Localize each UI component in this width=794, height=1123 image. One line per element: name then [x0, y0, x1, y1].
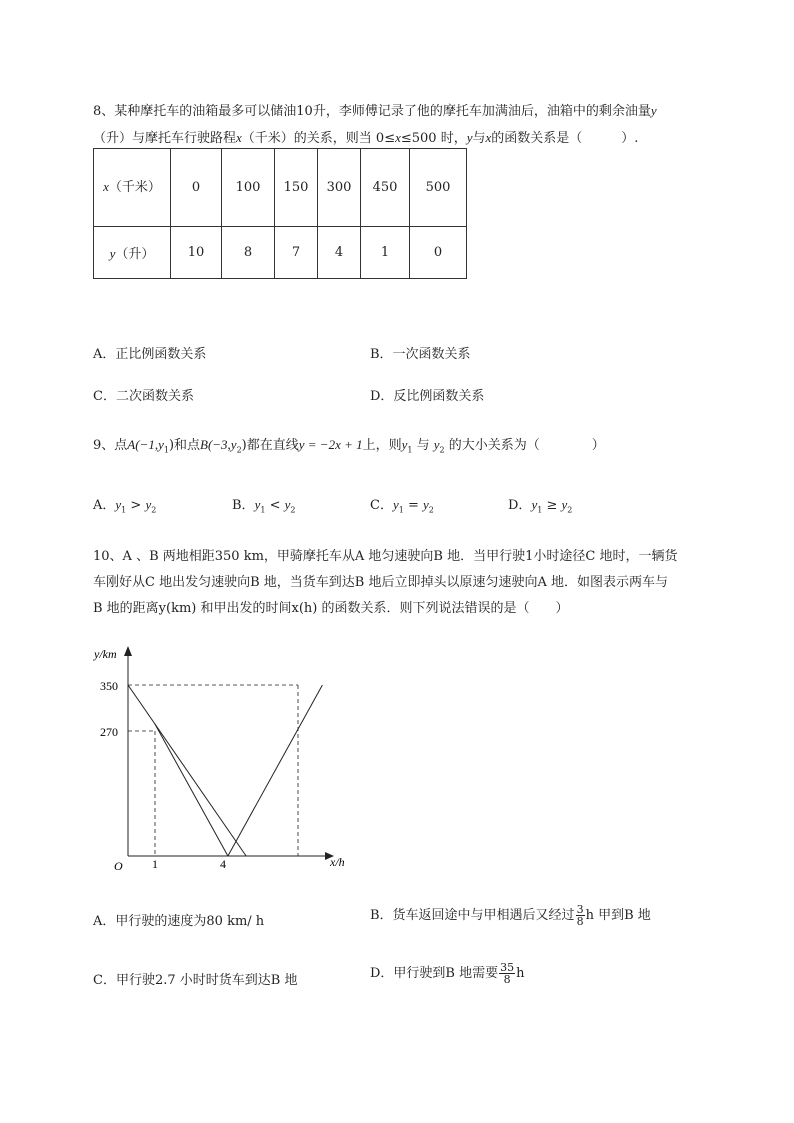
fraction-35-8: $\frac{35}{8}$ [500, 961, 515, 986]
q10-option-a[interactable]: A．甲行驶的速度为80 km/ h [93, 914, 265, 929]
q8-stem-line2: （升）与摩托车行驶路程x（千米）的关系，则当 0≤x≤500 时，y与x的函数关系是（ ）. [93, 130, 639, 146]
q10-option-d[interactable]: D．甲行驶到B 地需要 $\frac{35}{8}$ h [370, 961, 525, 986]
table-cell-x: 150 [275, 149, 318, 227]
y-axis-arrow [124, 646, 132, 656]
q10-graph [90, 640, 360, 880]
q8-option-a[interactable]: A．正比例函数关系 [93, 347, 207, 362]
q9-option-a[interactable]: A．$y_1 > y_2$ [93, 497, 157, 515]
q10-option-c[interactable]: C．甲行驶2.7 小时时货车到达B 地 [93, 973, 298, 988]
y-tick-label: 350 [100, 679, 118, 693]
table-cell-y: 1 [361, 227, 410, 279]
q10-stem-line1: 10、A 、B 两地相距350 km，甲骑摩托车从A 地匀速驶向B 地．当甲行驶1小时途径C 地时，一辆货 [93, 549, 678, 564]
q8-stem-line1: 8、某种摩托车的油箱最多可以储油10升，李师傅记录了他的摩托车加满油后，油箱中的剩余油量y [93, 103, 657, 119]
q8-data-table [93, 148, 467, 279]
y-axis-label: y/km [94, 647, 117, 661]
table-cell-x: 300 [318, 149, 361, 227]
q8-option-c[interactable]: C．二次函数关系 [93, 389, 194, 404]
table-header-x: x（千米） [94, 149, 171, 227]
table-cell-x: 100 [222, 149, 275, 227]
q9-option-c[interactable]: C．$y_1 = y_2$ [370, 497, 434, 515]
q10-option-b[interactable]: B．货车返回途中与甲相遇后又经过 $\frac{3}{8}$ h 甲到B 地 [370, 903, 651, 928]
table-cell-x: 450 [361, 149, 410, 227]
x-axis-label: x/h [330, 855, 345, 869]
y-tick-label: 270 [100, 725, 118, 739]
table-header-y: y（升） [94, 227, 171, 279]
series-jia-line [128, 685, 246, 856]
q9-option-b[interactable]: B．$y_1 < y_2$ [232, 497, 296, 515]
x-tick-label: 4 [220, 857, 226, 871]
q8-option-d[interactable]: D．反比例函数关系 [370, 389, 485, 404]
table-cell-y: 7 [275, 227, 318, 279]
table-cell-y: 0 [410, 227, 467, 279]
q9-stem: 9、点$A(-1,y_1)$和点$B(-3,y_2)$都在直线y = −2x + 1上，则$y_1$ 与 $y_2$ 的大小关系为（ ） [93, 437, 605, 455]
q10-stem-line2: 车刚好从C 地出发匀速驶向B 地，当货车到达B 地后立即掉头以原速匀速驶向A 地．如图表示两车与 [93, 575, 668, 590]
origin-label: O [114, 859, 123, 873]
q10-stem-line3: B 地的距离y(km) 和甲出发的时间x(h) 的函数关系．则下列说法错误的是（ ） [93, 601, 569, 616]
q8-option-b[interactable]: B．一次函数关系 [370, 347, 471, 362]
table-cell-x: 500 [410, 149, 467, 227]
table-cell-y: 8 [222, 227, 275, 279]
table-cell-y: 4 [318, 227, 361, 279]
series-truck-outbound-line [155, 724, 228, 856]
fraction-3-8: $\frac{3}{8}$ [576, 903, 584, 928]
q9-option-d[interactable]: D．$y_1 \ge y_2$ [508, 497, 573, 515]
series-truck-return-line [228, 685, 323, 856]
table-cell-x: 0 [171, 149, 222, 227]
table-cell-y: 10 [171, 227, 222, 279]
x-tick-label: 1 [152, 857, 158, 871]
